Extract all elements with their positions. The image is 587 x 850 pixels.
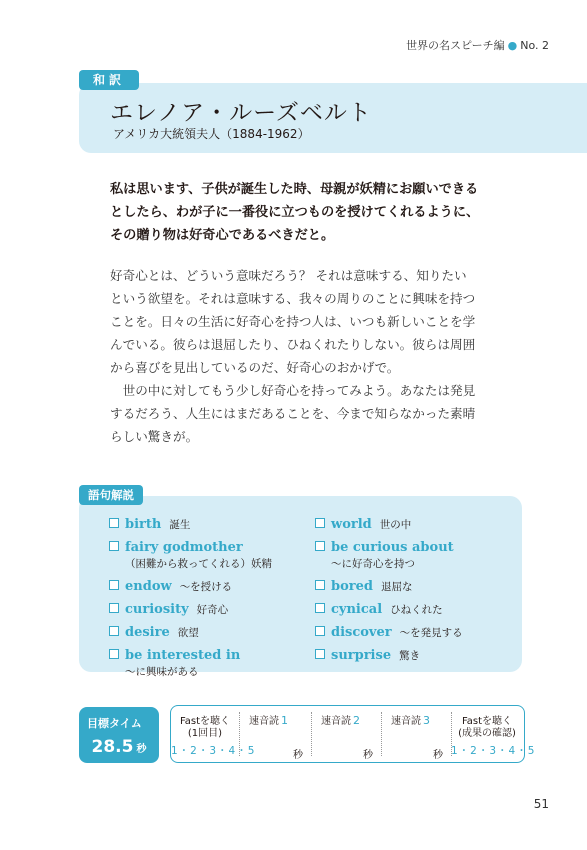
- vocab-meaning: 欲望: [177, 627, 199, 639]
- vocab-meaning: 誕生: [169, 519, 191, 531]
- body-line: 好奇心とは、どういう意味だろう？ それは意味する、知りたい: [110, 268, 467, 283]
- vocab-item: [315, 598, 463, 617]
- body-line: という欲望を。それは意味する、我々の周りのことに興味を持つ: [110, 291, 476, 306]
- speech-number: No. 2: [520, 39, 549, 52]
- vocab-word: be interested in: [125, 648, 241, 663]
- speed-2-number: 2: [353, 714, 360, 727]
- body-line: ことを。日々の生活に好奇心を持つ人は、いつも新しいことを学: [110, 314, 476, 329]
- vocab-word: curiosity: [125, 602, 189, 617]
- speed-2-unit: 秒: [363, 750, 373, 761]
- checkbox-icon[interactable]: [315, 649, 325, 659]
- speed-3-unit: 秒: [433, 750, 443, 761]
- fast-last-subtitle: (成果の確認): [458, 728, 516, 739]
- vocab-word: fairy godmother: [125, 540, 243, 555]
- record-speed-3[interactable]: [381, 706, 451, 761]
- vocab-meaning: ～に好奇心を持つ: [331, 558, 415, 570]
- vocab-item: [109, 644, 272, 679]
- speed-2-title: [321, 712, 360, 727]
- vocab-item: [109, 575, 272, 594]
- running-head: [406, 37, 549, 53]
- target-time-label: 目標タイム: [87, 717, 142, 730]
- target-time-number: 28.5: [91, 737, 134, 757]
- quote-line: としたら、わが子に一番役に立つものを授けてくれるように、: [110, 205, 480, 220]
- target-time-box: [79, 707, 159, 763]
- vocab-word: endow: [125, 579, 172, 594]
- fast-first-title: Fastを聴く: [179, 716, 231, 727]
- body-line: するだろう、人生にはまだあることを、今まで知らなかった素晴: [110, 406, 476, 421]
- checkbox-icon[interactable]: [315, 541, 325, 551]
- checkbox-icon[interactable]: [315, 626, 325, 636]
- vocab-item: [315, 621, 463, 640]
- vocab-meaning: ひねくれた: [390, 604, 443, 616]
- speed-3-title: [391, 712, 430, 727]
- checkbox-icon[interactable]: [109, 649, 119, 659]
- speaker-name: エレノア・ルーズベルト: [110, 100, 372, 126]
- fast-last-title: Fastを聴く: [461, 716, 513, 727]
- record-fast-first[interactable]: [171, 706, 256, 761]
- target-time-value: [79, 737, 159, 757]
- series-title: 世界の名スピーチ編: [406, 39, 505, 52]
- vocab-meaning: ～を発見する: [399, 627, 463, 639]
- checkbox-icon[interactable]: [315, 580, 325, 590]
- record-fast-last[interactable]: [451, 706, 536, 761]
- vocab-word: desire: [125, 625, 170, 640]
- quote: [110, 178, 510, 247]
- vocab-meaning: 退屈な: [380, 581, 413, 593]
- page-number: 51: [533, 797, 549, 811]
- speed-1-label: 速音読: [249, 716, 279, 727]
- vocab-meaning: 好奇心: [196, 604, 229, 616]
- quote-line: 私は思います、子供が誕生した時、母親が妖精にお願いできる: [110, 182, 479, 197]
- checkbox-icon[interactable]: [315, 603, 325, 613]
- body-text: [110, 264, 510, 448]
- checkbox-icon[interactable]: [109, 580, 119, 590]
- speed-1-unit: 秒: [293, 750, 303, 761]
- bullet-dot-icon: ●: [507, 39, 518, 52]
- checkbox-icon[interactable]: [109, 518, 119, 528]
- vocab-word: be curious about: [331, 540, 454, 555]
- vocab-meaning: ～を授ける: [179, 581, 233, 593]
- vocab-item: [109, 513, 272, 532]
- fast-first-subtitle: (1回目): [187, 728, 223, 739]
- vocab-word: birth: [125, 517, 162, 532]
- vocabulary-label: 語句解説: [79, 485, 143, 505]
- vocab-word: bored: [331, 579, 373, 594]
- checkbox-icon[interactable]: [109, 541, 119, 551]
- checkbox-icon[interactable]: [315, 518, 325, 528]
- vocab-item: [109, 621, 272, 640]
- vocab-item: [315, 644, 463, 663]
- speed-1-number: 1: [281, 714, 288, 727]
- target-time-unit: 秒: [136, 744, 147, 755]
- fast-first-sequence[interactable]: 1・2・3・4・5: [171, 745, 256, 757]
- quote-line: その贈り物は好奇心であるべきだと。: [110, 228, 335, 243]
- vocab-word: surprise: [331, 648, 392, 663]
- record-speed-1[interactable]: [239, 706, 311, 761]
- speed-3-label: 速音読: [391, 716, 421, 727]
- vocab-word: cynical: [331, 602, 383, 617]
- record-speed-2[interactable]: [311, 706, 381, 761]
- speed-2-label: 速音読: [321, 716, 351, 727]
- vocab-item: [109, 536, 272, 571]
- vocab-item: [315, 536, 463, 571]
- speaker-description: アメリカ大統領夫人（1884-1962）: [113, 127, 310, 141]
- vocab-meaning: （困難から救ってくれる）妖精: [125, 558, 272, 570]
- body-line: から喜びを見出しているのだ、好奇心のおかげで。: [110, 360, 400, 375]
- vocab-word: discover: [331, 625, 392, 640]
- vocabulary-left-column: [109, 513, 272, 683]
- vocab-item: [109, 598, 272, 617]
- body-line: らしい驚きが。: [110, 429, 199, 444]
- vocab-item: [315, 513, 463, 532]
- speed-3-number: 3: [423, 714, 430, 727]
- vocab-item: [315, 575, 463, 594]
- vocab-meaning: 驚き: [399, 650, 421, 662]
- body-line: んでいる。彼らは退屈したり、ひねくれたりしない。彼らは周囲: [110, 337, 476, 352]
- record-box: [170, 705, 536, 763]
- translation-label: 和訳: [79, 70, 139, 90]
- vocabulary-right-column: [315, 513, 463, 667]
- vocab-meaning: 世の中: [379, 519, 412, 531]
- checkbox-icon[interactable]: [109, 603, 119, 613]
- checkbox-icon[interactable]: [109, 626, 119, 636]
- fast-last-sequence[interactable]: 1・2・3・4・5: [451, 745, 536, 757]
- vocab-meaning: ～に興味がある: [125, 666, 199, 678]
- vocab-word: world: [331, 517, 372, 532]
- speed-1-title: [249, 712, 288, 727]
- body-line: 世の中に対してもう少し好奇心を持ってみよう。あなたは発見: [110, 383, 476, 398]
